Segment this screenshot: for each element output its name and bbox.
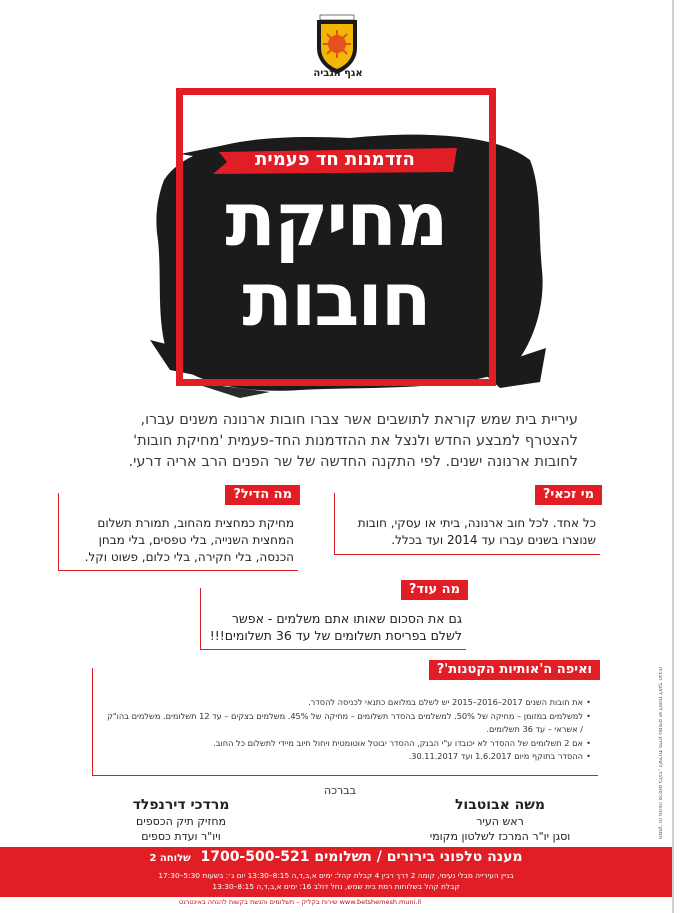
who-line-1: כל אחד. לכל חוב ארנונה, ביתי או עסקי, חובות xyxy=(357,516,596,530)
signature-mayor-role-2: וסגן יו"ר המרכז לשלטון מקומי xyxy=(429,830,571,843)
what-else-box xyxy=(200,582,466,650)
deal-line-2: המחצית השנייה, בלי טפסים, בלי מבחן xyxy=(98,533,294,547)
deal-text xyxy=(64,515,294,566)
footer-phone-text: מענה טלפוני בירורים / תשלומים 1700-500-521 xyxy=(200,849,523,865)
greeting: בברכה xyxy=(324,784,356,797)
signature-finance-role-2: ויו"ר ועדת כספים xyxy=(141,830,221,843)
who-line-2: שנוצרו בשנים עברו עד 2014 ועד בכלל. xyxy=(391,533,596,547)
contact-footer xyxy=(0,847,672,897)
deal-box xyxy=(58,487,298,571)
ribbon-text: הזדמנות חד פעמית xyxy=(255,149,415,170)
signature-mayor xyxy=(400,796,600,844)
municipality-logo xyxy=(312,14,362,76)
fine-print-item: • אם 2 תשלומים של ההסדר לא יכובדו ע"י הבנק, ההסדר יבוטל אוטומטית ויחול חיוב מיידי לתשלום כל החוב. xyxy=(107,737,591,751)
fine-print-list xyxy=(107,696,591,764)
what-else-line-2: לשלם בפריסת תשלומים של עד 36 תשלומים!!! xyxy=(209,628,462,643)
intro-line-2: להצטרף למבצע החדש ולנצל את ההזדמנות החד-פעמית 'מחיקת חובות' xyxy=(133,433,578,449)
website-strip[interactable]: www.betshemesh.muni.il שירות בקליק – תשלומים והגשת בקשות להנחה באינטרנט xyxy=(178,898,422,906)
deal-line-1: מחיקת כמחצית מהחוב, תמורת תשלום xyxy=(97,516,294,530)
intro-line-1: עיריית בית שמש קוראת לתושבים אשר צברו חובות ארנונה משנים עברו, xyxy=(140,412,578,428)
deal-tag: מה הדיל? xyxy=(225,485,300,505)
side-disclaimer-text: מסמך זה מהווה פרסום בלבד, לשירותי מידע נוספים יש לפנות לאגף הגביה xyxy=(657,666,663,839)
hero-title-line1: מחיקת xyxy=(225,177,447,263)
intro-line-3: לחובות ארנונה ישנים. לפי התקנה החדשה של שר הפנים הרב אריה דרעי. xyxy=(128,454,578,470)
side-disclaimer xyxy=(650,666,664,840)
footer-hours-main: בניין העירייה מבלי נעימי, קומה 2 דרך רבין 4 קבלת קהל: ימים א,ב,ד,ה 8:15–13:30 יום ג׳: בשעות 5:30–17:30 xyxy=(158,871,514,880)
signature-mayor-role-1: ראש העיר xyxy=(476,815,524,828)
footer-phone-line xyxy=(0,849,672,865)
who-eligible-text xyxy=(340,515,596,549)
logo-caption: אגף הגביה xyxy=(313,68,363,79)
signature-finance-role-1: מחזיק תיק הכספים xyxy=(136,815,226,828)
signature-mayor-name: משה אבוטבול xyxy=(454,797,546,813)
fine-print-item: • ההסדר בתוקף מיום 1.6.2017 ועד 30.11.2017. xyxy=(107,750,591,764)
who-eligible-tag: מי זכאי? xyxy=(535,485,602,505)
intro-paragraph xyxy=(96,410,578,473)
fine-print-box xyxy=(92,662,598,776)
what-else-line-1: גם את הסכום שאותו אתם משלמים - אפשר xyxy=(231,611,462,626)
signature-finance-name: מרדכי דירנפלד xyxy=(132,797,230,813)
fine-print-item: • את חובות השנים 2017–2016–2015 יש לשלם במלואם כתנאי לכניסה להסדר. xyxy=(107,696,591,710)
footer-extension: שלוחה 2 xyxy=(149,853,191,864)
what-else-tag: מה עוד? xyxy=(401,580,468,600)
what-else-text xyxy=(206,610,462,644)
deal-line-3: הכנסה, בלי חקירה, בלי כלום, פשוט וקל. xyxy=(84,550,294,564)
fine-print-tag: ואיפה ה'אותיות הקטנות'? xyxy=(429,660,600,680)
fine-print-item: • למשלמים במזומן – מחיקה של 50%. למשלמים בהסדר תשלומים – מחיקה של 45%. משלמים בצקים – עד 12 תשלומים. משלמים בהו"ק / אשראי – עד 36 תשלומים. xyxy=(107,710,591,737)
footer-hours-branch: קבלת קהל בשלוחות רמת בית שמש, נחל דולב 16: ימים א,ב,ד,ה 8:15–13:30 xyxy=(212,882,460,891)
signature-finance xyxy=(96,796,266,844)
hero-title-line2: חובות xyxy=(242,257,430,343)
page-edge-rule xyxy=(672,0,674,913)
who-eligible-box xyxy=(334,487,600,555)
